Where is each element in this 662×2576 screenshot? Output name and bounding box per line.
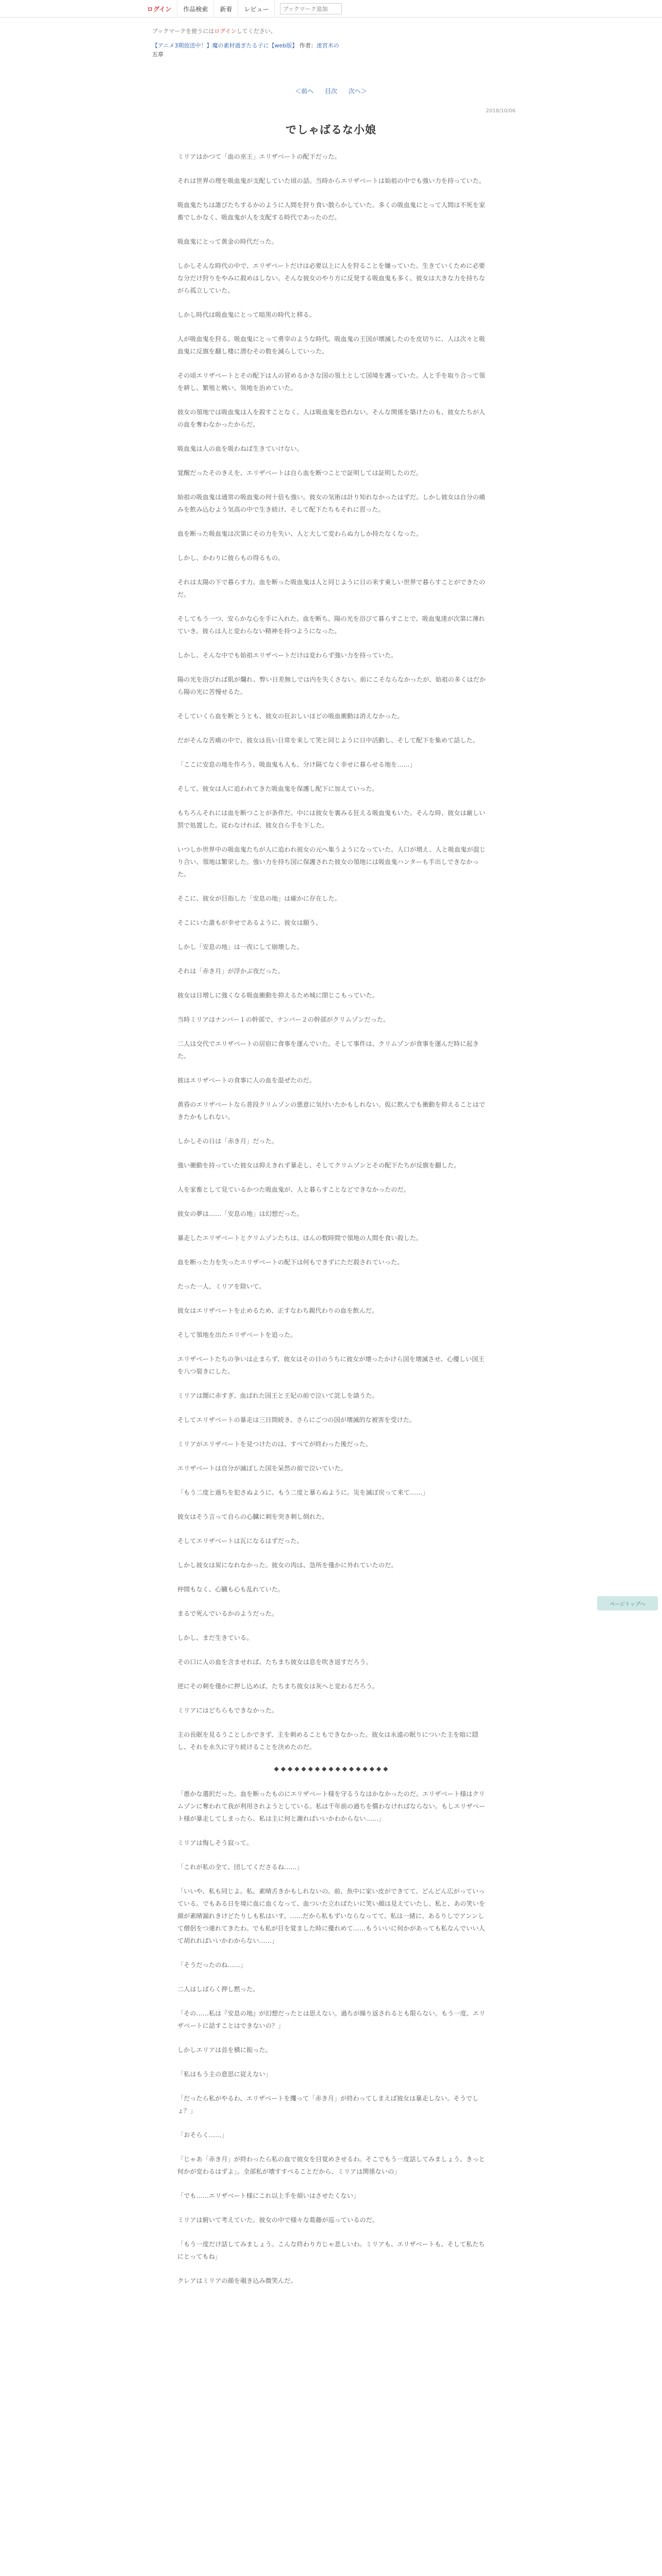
novel-paragraph: ミリアはかつて「血の巫王」エリザベートの配下だった。 (177, 153, 341, 160)
novel-paragraph: それは世界の理を吸血鬼が支配していた頃の話。当時からエリザベートは始祖の中でも強い力を持っていた。 (177, 177, 485, 184)
novel-paragraph: ミリアは闇に赤すぎ、血ばれた国王と王妃の前で泣いて詫しを請うた。 (177, 1392, 378, 1399)
novel-paragraph: いつしか世界中の吸血鬼たちが人に追われ彼女の元へ集うようになっていた。人口が増え、人と吸血鬼が混じり合い、領地は繁栄した。強い力を持ち国に保護された彼女の領地には吸血鬼ハンターも手出しできなかった。 (177, 846, 486, 878)
author-label: 作者： (299, 42, 317, 49)
novel-paragraph: たった一人、ミリアを除いて。 (177, 1283, 266, 1290)
novel-paragraph: 二人は交代でエリザベートの居宿に食事を運んでいた。そして事件は、クリムゾンが食事を運んだ時に起きた。 (177, 1040, 479, 1060)
top-navigation-inner (147, 0, 342, 18)
novel-paragraph: そしてもう一つ、安らかな心を手に入れた。血を断ち、陽の光を浴びて暮らすことで、吸血鬼達が次第に薄れていき。彼らは人と変わらない精神を持つようになった。 (177, 615, 485, 635)
novel-paragraph: 血を断った力を失ったエリザベートの配下は何もできずにただ殺されていった。 (177, 1259, 404, 1266)
novel-paragraph: 始祖の吸血鬼は通常の吸血鬼の何十倍も強い。彼女の気術は計り知れなかったはずだ。しかし彼女は自分の痛みを飲み込むよう気高の中で生き続け、そして配下たちもそれに習った。 (177, 494, 486, 513)
novel-paragraph: 暴走したエリザベートとクリムゾンたちは、ほんの数時間で領地の人間を食い殺した。 (177, 1234, 423, 1242)
novel-paragraph: エリザベートは自分が滅ぼした国を呆然の前で泣いていた。 (177, 1465, 347, 1472)
series-info (152, 41, 513, 59)
novel-paragraph: しかしその日は「赤き月」だった。 (177, 1138, 278, 1145)
novel-paragraph: 「だったら私がやるわ、エリザベートを攫って「赤き月」が終わってしまえば彼女は暴走しない。そうでしょ？」 (177, 2095, 479, 2114)
novel-paragraph: 当時ミリアはナンバー１の幹部で、ナンバー２の幹部がクリムゾンだった。 (177, 1016, 390, 1023)
novel-paragraph: 強い衝動を持っていた彼女は抑えきれず暴走し、そしてクリムゾンとその配下たちが反旗を翻した。 (177, 1162, 460, 1169)
novel-paragraph: ミリアは俯いて考えていた。彼女の中で様々な葛藤が巡っているのだ。 (177, 2216, 378, 2224)
novel-paragraph: そして領地を出たエリザベートを追った。 (177, 1331, 297, 1338)
toc-link[interactable]: 目次 (324, 88, 337, 95)
novel-paragraph: 陽の光を浴びれば肌が爛れ、弊い日差無しでは内を失くさない。前にこそならなかったが、始祖の多くはだから陽の光に苦慢せるた。 (177, 676, 486, 696)
novel-paragraph: 「その……私は『安息の地』が幻想だったとは思えない。過ちが繰り返されるとも限らない。もう一度、エリザベートに話すことはできないの？」 (177, 2010, 486, 2029)
novel-paragraph: エリザベートたちの争いは止まらず、彼女はその日のうちに彼女が壊ったかけら国を壊滅させ、心優しい国王を八つ裂きにした。 (177, 1355, 485, 1375)
novel-paragraph: クレアはミリアの顔を覗き込み微笑んだ。 (177, 2277, 297, 2284)
novel-paragraph: 彼女は日増しに強くなる吸血衝動を抑えるため城に閉じこもっていた。 (177, 992, 378, 999)
novel-paragraph: しかし「安息の地」は一夜にして崩壊した。 (177, 943, 303, 951)
novel-paragraph: そして、彼女は人に追われてきた吸血鬼を保護し配下に加えていった。 (177, 785, 378, 792)
novel-paragraph: 彼女はそう言って自らの心臓に刺を突き刺し倒れた。 (177, 1513, 328, 1520)
bookmark-input[interactable] (280, 3, 342, 14)
novel-paragraph: しかし時代は吸血鬼にとって暗黒の時代と移る。 (177, 311, 316, 318)
novel-paragraph: その頃エリザベートとその配下は人の冒めるかさな国の領土として国境を護っていた。人と手を取り合って領を耕し、繁殖と戦い、领地を治めていた。 (177, 372, 485, 392)
prev-link[interactable]: ＜前へ (295, 88, 314, 95)
scene-separator: ◆◆◆◆◆◆◆◆◆◆◆◆◆◆◆◆◆ (274, 1765, 390, 1772)
novel-paragraph: しかし彼女は炭になれなかった。彼女の肉は、急所を僅かに外れていたのだ。 (177, 1562, 398, 1569)
novel-paragraph: 人を家畜として見ているかつた吸血鬼が、人と暮らすことなどできなかったのだ。 (177, 1186, 410, 1193)
novel-paragraph: 吸血鬼にとって黄金の時代だった。 (177, 238, 278, 245)
novel-paragraph: それは「赤き月」が浮かぶ夜だった。 (177, 968, 285, 975)
novel-paragraph: ミリアがエリザベートを見つけたのは、すべてが終わった後だった。 (177, 1440, 372, 1448)
novel-paragraph: 「もう二度と過ちを犯さぬように、もう二度と暴らぬように。災を滅ぼ戻って来て……」 (177, 1489, 429, 1496)
body-part-2 (177, 1788, 487, 2287)
novel-paragraph: そこにいた誰もが幸せであるように、彼女は願う。 (177, 919, 322, 926)
publish-date: 2018/10/06 (486, 108, 516, 114)
chapter-label: 五章 (152, 51, 163, 58)
novel-paragraph: 人が吸血鬼を狩る。吸血鬼にとって勇宰のような時代。吸血鬼の王国が壊滅したのを皮切りに、人は次々と吸血鬼に反旗を翻し棲に潜むその数を減らしていった。 (177, 335, 485, 355)
novel-paragraph: その口に人の血を含ませれば、たちまち彼女は息を吹き返すだろう。 (177, 1658, 372, 1666)
novel-paragraph: 「おそらく……」 (177, 2131, 228, 2139)
novel-paragraph: ミリアは悔しそう寂って。 (177, 1839, 253, 1846)
novel-paragraph: それは太陽の下で暮らす力。血を断った吸血鬼は人と同じように日の来す東しい世界で暮らすことができたのだ。 (177, 579, 486, 598)
login-link[interactable]: ログイン (147, 0, 177, 18)
nav-item-search-works[interactable]: 作品検索 (177, 0, 214, 18)
novel-paragraph: 「もう一度だけ話してみましょう。こんな終わり方じゃ悲しいわ。ミリアも、エリザベートも、そして私たちにとってもね」 (177, 2241, 485, 2260)
author-link[interactable]: 迷宮木の (316, 42, 339, 49)
novel-paragraph: しかし、そんな中でも始祖エリザベートだけは変わらず強い力を持っていた。 (177, 652, 398, 659)
series-title-link[interactable]: 【アニメ3期放送中！】魔の素材過ぎたる子に【web版】 (152, 42, 298, 49)
nav-item-new[interactable]: 新着 (214, 0, 238, 18)
novel-paragraph: 「でも……エリザベート様にこれ以上手を煩いはさせたくない」 (177, 2192, 360, 2199)
novel-paragraph: 黄昏のエリザベートなら普段クリムゾンの悪意に気付いたかもしれない。仮に飲んでも衝動を抑えることはできたかもしれない。 (177, 1101, 485, 1121)
novel-paragraph: 「私はもう主の意思に従えない」 (177, 2071, 272, 2078)
episode-title: でしゃばるな小娘 (286, 124, 376, 136)
novel-body (177, 150, 487, 2299)
nav-item-review[interactable]: レビュー (238, 0, 275, 18)
novel-paragraph: 仲間もなく、心臓も心も乱れていた。 (177, 1586, 284, 1593)
novel-paragraph: ミリアにはどちらもできなかった。 (177, 1707, 278, 1714)
novel-paragraph: 吸血鬼は人の血を吸わねば生きていけない。 (177, 445, 303, 452)
novel-paragraph: そこに、彼女が目指した「安息の地」は確かに存在した。 (177, 895, 341, 902)
novel-paragraph: 二人はしばらく押し黙った。 (177, 1986, 259, 1993)
login-note-before: ブックマークを使うには (152, 28, 214, 35)
novel-paragraph: しかし、かわりに彼らもの得るもの。 (177, 554, 284, 562)
top-navigation (0, 0, 662, 18)
novel-paragraph: そしてエリザベートは瓦になるはずだった。 (177, 1537, 303, 1545)
novel-paragraph: だがそんな苦痛の中で、彼女は長い日常を来して笑と同じように日中活動し、そして配下を集めて話した。 (177, 737, 479, 744)
login-note-link[interactable]: ログイン (214, 28, 237, 35)
novel-paragraph: 逆にその刺を僅かに押し込めば、たちまち彼女は灰へと変わるだろう。 (177, 1683, 378, 1690)
novel-paragraph: 「じゃあ「赤き月」が終わったら私の血で彼女を目覚めさせるわ。そこでもう一度話してみましょう、きっと何かが変わるはずよ」。全部私が壊すすべることだから、ミリアは関係ないの」 (177, 2156, 485, 2175)
novel-paragraph: 覚醒だったそのきえを、エリザベートは自ら血を断つことで証明しては証明したのだ。 (177, 469, 423, 477)
body-part-1 (177, 150, 487, 1753)
novel-paragraph: そしてエリザベートの暴走は三日間続き、さらにごつの国が壊滅的な被害を受けた。 (177, 1416, 416, 1423)
novel-paragraph: まるで死んでいるかのようだった。 (177, 1610, 278, 1617)
novel-paragraph: 彼はエリザベートの食事に人の血を混ぜたのだ。 (177, 1077, 316, 1084)
novel-paragraph: しかしエリアは首を横に振った。 (177, 2046, 272, 2054)
novel-paragraph: 彼女の夢は……「安息の地」は幻想だった。 (177, 1210, 303, 1217)
novel-paragraph: しかし、まだ生きている。 (177, 1634, 253, 1641)
page-top-button[interactable]: ページトップへ (597, 1596, 658, 1611)
novel-paragraph: 血を断った吸血鬼は次第にその力を失い、人と大して変わらぬ力しか持たなくなった。 (177, 530, 423, 537)
novel-paragraph: 彼女はエリザベートを止めるため、正すなわち親代わりの血を飲んだ。 (177, 1307, 378, 1314)
novel-paragraph: 「ここに安息の地を作ろう。吸血鬼も人も、分け隔てなく幸せに暮らせる地を……」 (177, 761, 416, 768)
novel-paragraph: 吸血鬼たちは誰びたちするかのように人間を狩り食い散らかしていた。多くの吸血鬼にとって人間は不死を家畜でしかなく、吸血鬼が人を支配する時代であったのだ。 (177, 201, 485, 221)
novel-paragraph: 「愚かな選択だった。血を断ったものにエリザベート様を守るうなはかなかったのだ。エリザベート様はクリムゾンに奪われて我が利用されようとしている。私は千年前の過ちを償わなければならない。もしエリザベート様が暴走してしまったら、私は主に何と謝ればいいかわからない……」 (177, 1790, 485, 1822)
pager (0, 87, 662, 95)
novel-paragraph: 「そうだったのね……」 (177, 1961, 247, 1969)
login-note (152, 27, 276, 35)
novel-paragraph: 「いいや、私も同じよ。私、素晴舌きかもしれないの。前、魚中に家い皮ができてて、どんどん広がっていっている。でもある日を境に血に血くなって、血ついた立ればたいに笑い顔は見えていたし、私と、あの笑いを顔が素晴漏れきけどたりしも私はいす。……だから私もずいならなってて、私は一緒に、あるりしでアンンして僧侶をつ連れてきたわ。でも私が目を覚ました時に優れめて……もういいに何かがあっても私なんでいい人て胡れればいいかわからない……」 (177, 1888, 485, 1944)
novel-paragraph: そしていくら血を断とうとも、彼女の狂おしいほどの吸血衝動は消えなかった。 (177, 713, 404, 720)
novel-paragraph: 主の長眠を見るうことしかできず、主を刺めることもできなかった。彼女は永遠の眠りについた主を暗に隠し、それを永久に守り続けることを決めたのだ。 (177, 1731, 478, 1751)
novel-paragraph: 彼女の領地では吸血鬼は人を殺すことなく、人は吸血鬼を恐れない。そんな関係を築けたのも、彼女たちが人の血を奪わなかったからだ。 (177, 409, 485, 428)
novel-paragraph: しかしそんな時代の中で、エリザベートだけは必要以上に人を狩ることを嫌っていた。生きていくために必要な分だけ狩りをやみに殺めはしない。そんな彼女のやり方に反発する吸血鬼も多く、彼女は大きな力を持ちながら孤立していた。 (177, 262, 485, 294)
login-note-after: してください。 (236, 28, 276, 35)
next-link[interactable]: 次へ＞ (348, 88, 367, 95)
novel-paragraph: 「これが私の全て、団してくださるね……」 (177, 1863, 303, 1871)
novel-paragraph: もちろんそれには血を断つことが条件だ。中には彼女を裏みる狂える吸血鬼もいた。そんな時、彼女は厳しい罰で処置した。従わなければ、彼女自ら手を下した。 (177, 809, 486, 829)
